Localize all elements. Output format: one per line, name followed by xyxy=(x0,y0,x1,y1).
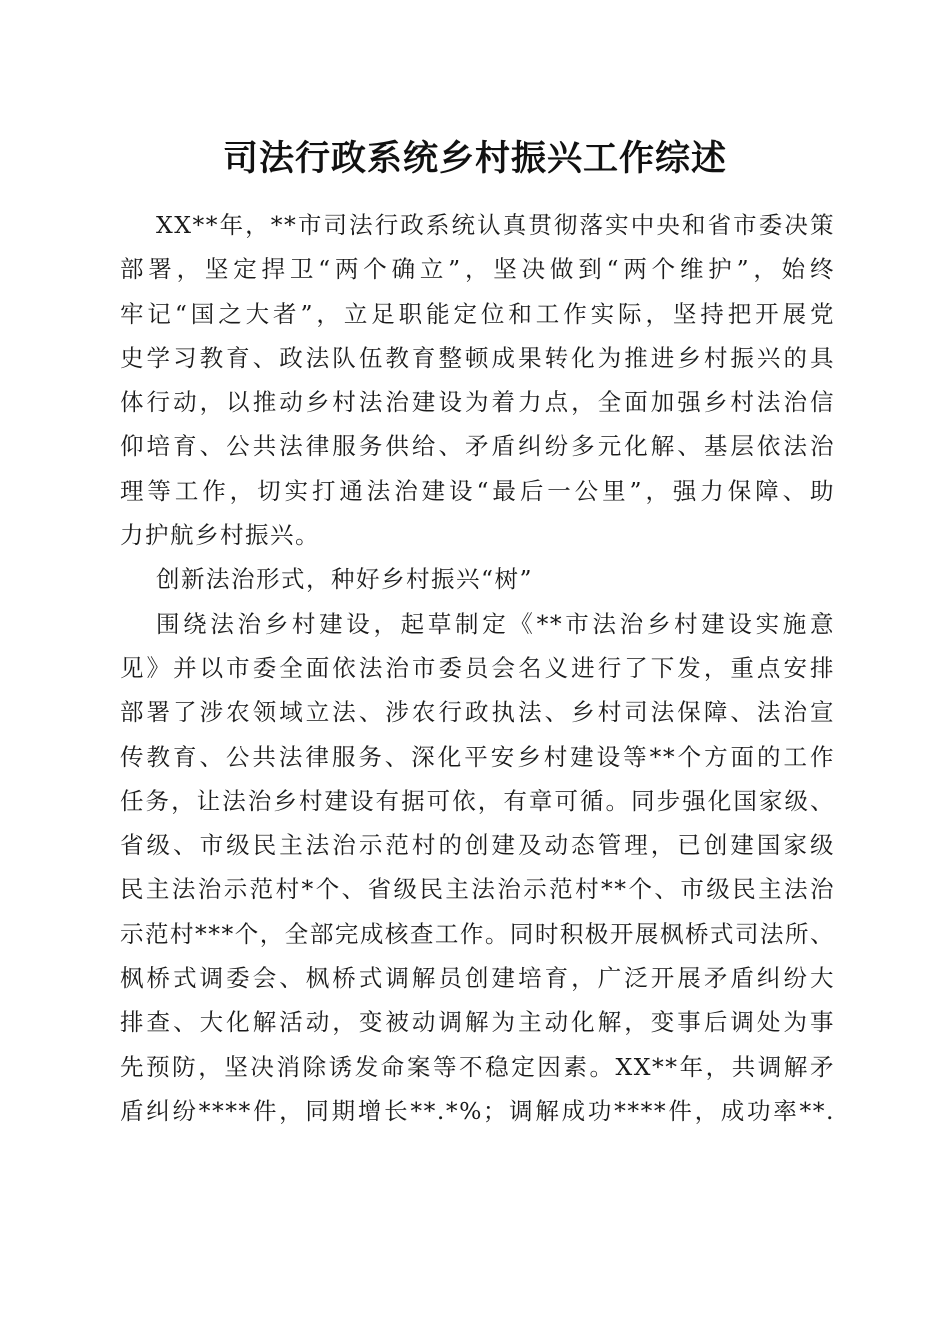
paragraph-line: 传教育、公共法律服务、深化平安乡村建设等**个方面的工作 xyxy=(120,742,835,771)
paragraph-line: 力护航乡村振兴。 xyxy=(120,521,320,550)
paragraph-line: 体行动，以推动乡村法治建设为着力点，全面加强乡村法治信 xyxy=(120,388,835,417)
paragraph-line: 仰培育、公共法律服务供给、矛盾纠纷多元化解、基层依法治 xyxy=(120,432,835,461)
paragraph-line: 理等工作，切实打通法治建设“最后一公里”，强力保障、助 xyxy=(120,476,835,505)
paragraph-line: 排查、大化解活动，变被动调解为主动化解，变事后调处为事 xyxy=(120,1008,835,1037)
paragraph-line: 围绕法治乡村建设，起草制定《**市法治乡村建设实施意 xyxy=(156,609,835,638)
paragraph-line: 史学习教育、政法队伍教育整顿成果转化为推进乡村振兴的具 xyxy=(120,343,835,372)
paragraph-line: 牢记“国之大者”，立足职能定位和工作实际，坚持把开展党 xyxy=(120,299,835,328)
paragraph-line: 盾纠纷****件，同期增长**.*%；调解成功****件，成功率**. xyxy=(120,1096,835,1125)
paragraph-line: 见》并以市委全面依法治市委员会名义进行了下发，重点安排 xyxy=(120,653,835,682)
paragraph-line: XX**年，**市司法行政系统认真贯彻落实中央和省市委决策 xyxy=(156,211,835,239)
document-title: 司法行政系统乡村振兴工作综述 xyxy=(222,138,727,179)
paragraph-line: 部署，坚定捍卫“两个确立”，坚决做到“两个维护”，始终 xyxy=(120,255,835,284)
paragraph-line: 民主法治示范村*个、省级民主法治示范村**个、市级民主法治 xyxy=(120,875,835,904)
document-body xyxy=(120,203,835,1133)
paragraph-line: 部署了涉农领域立法、涉农行政执法、乡村司法保障、法治宣 xyxy=(120,698,835,727)
paragraph-line: 省级、市级民主法治示范村的创建及动态管理，已创建国家级 xyxy=(120,831,835,860)
paragraph-line: 示范村***个，全部完成核查工作。同时积极开展枫桥式司法所、 xyxy=(120,919,835,948)
paragraph-line: 任务，让法治乡村建设有据可依，有章可循。同步强化国家级、 xyxy=(120,786,835,815)
paragraph-line: 先预防，坚决消除诱发命案等不稳定因素。XX**年，共调解矛 xyxy=(120,1052,835,1081)
paragraph-line: 枫桥式调委会、枫桥式调解员创建培育，广泛开展矛盾纠纷大 xyxy=(120,964,835,993)
section-heading: 创新法治形式，种好乡村振兴“树” xyxy=(156,565,534,594)
